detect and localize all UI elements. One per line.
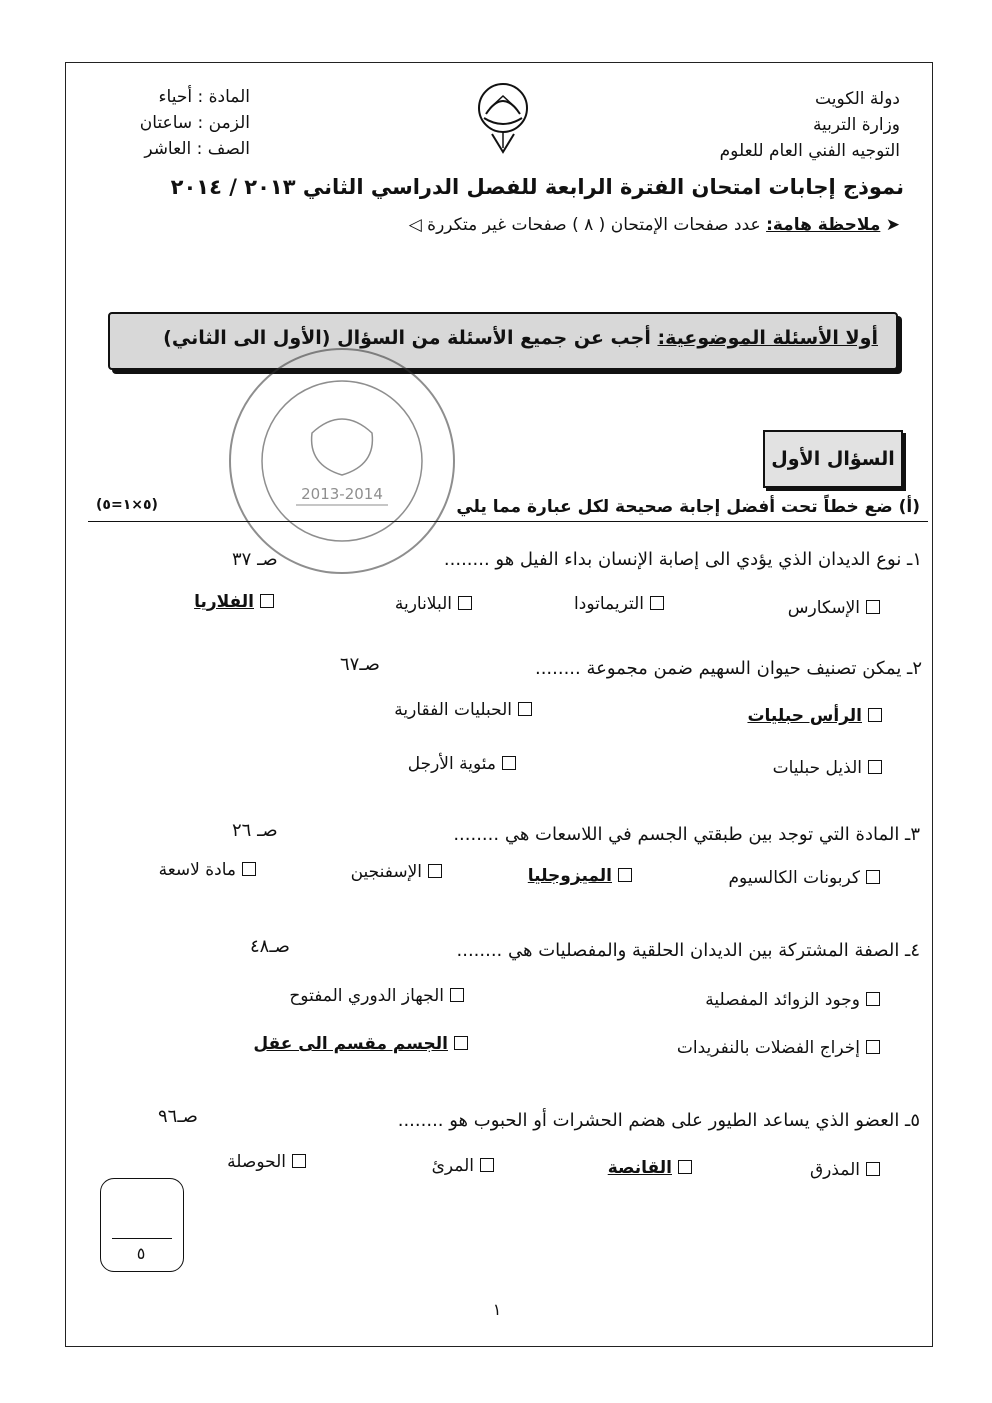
score-total: ٥ xyxy=(136,1244,146,1263)
checkbox-icon xyxy=(868,708,882,722)
stamp-year: 2013-2014 xyxy=(301,485,383,503)
checkbox-icon xyxy=(678,1160,692,1174)
divider xyxy=(88,521,928,522)
note-arrow-left-icon: ◁ xyxy=(408,215,422,235)
checkbox-icon xyxy=(618,868,632,882)
checkbox-icon xyxy=(480,1158,494,1172)
page-ref-5: صـ٩٦ xyxy=(158,1106,198,1127)
note-arrow-icon: ➤ xyxy=(885,215,900,235)
question-heading-box xyxy=(763,430,903,488)
question-text: ٥ـ العضو الذي يساعد الطيور على هضم الحشرات أو الحبوب هو ........ xyxy=(397,1110,920,1131)
page-ref-2: صـ٦٧ xyxy=(340,654,380,675)
important-note xyxy=(409,215,900,235)
checkbox-icon xyxy=(458,596,472,610)
q1-option-2[interactable]: التريماتودا xyxy=(574,594,664,614)
page-ref-3: صـ ٢٦ xyxy=(232,820,278,841)
checkbox-icon xyxy=(650,596,664,610)
checkbox-icon xyxy=(450,988,464,1002)
marks-label: (٥×١=٥) xyxy=(96,497,158,513)
kuwait-emblem-icon xyxy=(472,78,534,158)
checkbox-icon xyxy=(866,1162,880,1176)
checkbox-icon xyxy=(866,1040,880,1054)
checkbox-icon xyxy=(260,594,274,608)
question-5 xyxy=(398,1110,920,1131)
q2-option-3[interactable]: الذيل حبليات xyxy=(773,758,882,778)
checkbox-icon xyxy=(866,870,880,884)
instruction: (أ) ضع خطاً تحت أفضل إجابة صحيحة لكل عبارة مما يلي xyxy=(456,497,920,517)
page-number: ١ xyxy=(492,1300,502,1319)
checkbox-icon xyxy=(866,600,880,614)
score-divider xyxy=(112,1238,172,1239)
q5-option-2[interactable]: القانصة xyxy=(608,1158,692,1178)
page-ref-1: صـ ٣٧ xyxy=(232,549,278,570)
q5-option-4[interactable]: الحوصلة xyxy=(227,1152,306,1172)
time-line: الزمن : ساعتان xyxy=(139,113,250,133)
question-1 xyxy=(444,549,922,570)
country-line: دولة الكويت xyxy=(815,89,900,109)
q5-option-1[interactable]: المذرق xyxy=(810,1160,880,1180)
question-2 xyxy=(535,658,922,679)
question-text: ١ـ نوع الديدان الذي يؤدي الى إصابة الإنسان بداء الفيل هو ........ xyxy=(443,549,922,570)
department-line: التوجيه الفني العام للعلوم xyxy=(719,141,900,161)
question-3 xyxy=(453,824,920,845)
page-ref-4: صـ٤٨ xyxy=(250,936,290,957)
banner-prefix: أولا الأسئلة الموضوعية: xyxy=(657,327,878,349)
q4-option-3[interactable]: إخراج الفضلات بالنفريدات xyxy=(677,1038,880,1058)
checkbox-icon xyxy=(242,862,256,876)
question-heading: السؤال الأول xyxy=(771,448,895,470)
q4-option-1[interactable]: وجود الزوائد المفصلية xyxy=(705,990,880,1010)
q4-option-2[interactable]: الجهاز الدوري المفتوح xyxy=(289,986,464,1006)
checkbox-icon xyxy=(428,864,442,878)
q5-option-3[interactable]: المرئ xyxy=(432,1156,494,1176)
q4-option-4[interactable]: الجسم مقسم الى عقل xyxy=(253,1034,468,1054)
note-label: ملاحظة هامة: xyxy=(766,215,881,235)
ministry-line: وزارة التربية xyxy=(812,115,900,135)
checkbox-icon xyxy=(518,702,532,716)
q2-option-1[interactable]: الرأس حبليات xyxy=(747,706,882,726)
header-left xyxy=(140,84,250,162)
checkbox-icon xyxy=(454,1036,468,1050)
grade-line: الصف : العاشر xyxy=(144,139,250,159)
checkbox-icon xyxy=(868,760,882,774)
question-text: ٢ـ يمكن تصنيف حيوان السهيم ضمن مجموعة ........ xyxy=(534,658,922,679)
q3-option-3[interactable]: الإسفنجين xyxy=(351,862,442,882)
checkbox-icon xyxy=(502,756,516,770)
note-text: عدد صفحات الإمتحان ( ٨ ) صفحات غير متكررة xyxy=(427,215,761,235)
question-4 xyxy=(457,940,921,961)
official-stamp-icon xyxy=(226,345,458,577)
q1-option-4[interactable]: الفلاريا xyxy=(194,592,274,612)
q2-option-4[interactable]: مئوية الأرجل xyxy=(408,754,516,774)
header-right xyxy=(720,86,900,164)
checkbox-icon xyxy=(292,1154,306,1168)
banner-rest: أجب عن جميع الأسئلة من السؤال (الأول الى الثاني) xyxy=(163,327,651,349)
subject-line: المادة : أحياء xyxy=(158,87,250,107)
q3-option-4[interactable]: مادة لاسعة xyxy=(159,860,256,880)
q2-option-2[interactable]: الحبليات الفقارية xyxy=(394,700,532,720)
q3-option-1[interactable]: كربونات الكالسيوم xyxy=(728,868,880,888)
checkbox-icon xyxy=(866,992,880,1006)
q3-option-2[interactable]: الميزوجليا xyxy=(528,866,632,886)
question-text: ٣ـ المادة التي توجد بين طبقتي الجسم في اللاسعات هي ........ xyxy=(453,824,920,845)
q1-option-1[interactable]: الإسكارس xyxy=(788,598,880,618)
exam-title: نموذج إجابات امتحان الفترة الرابعة للفصل الدراسي الثاني ٢٠١٣ / ٢٠١٤ xyxy=(170,175,904,199)
question-text: ٤ـ الصفة المشتركة بين الديدان الحلقية والمفصليات هي ........ xyxy=(456,940,920,961)
q1-option-3[interactable]: البلانارية xyxy=(395,594,472,614)
